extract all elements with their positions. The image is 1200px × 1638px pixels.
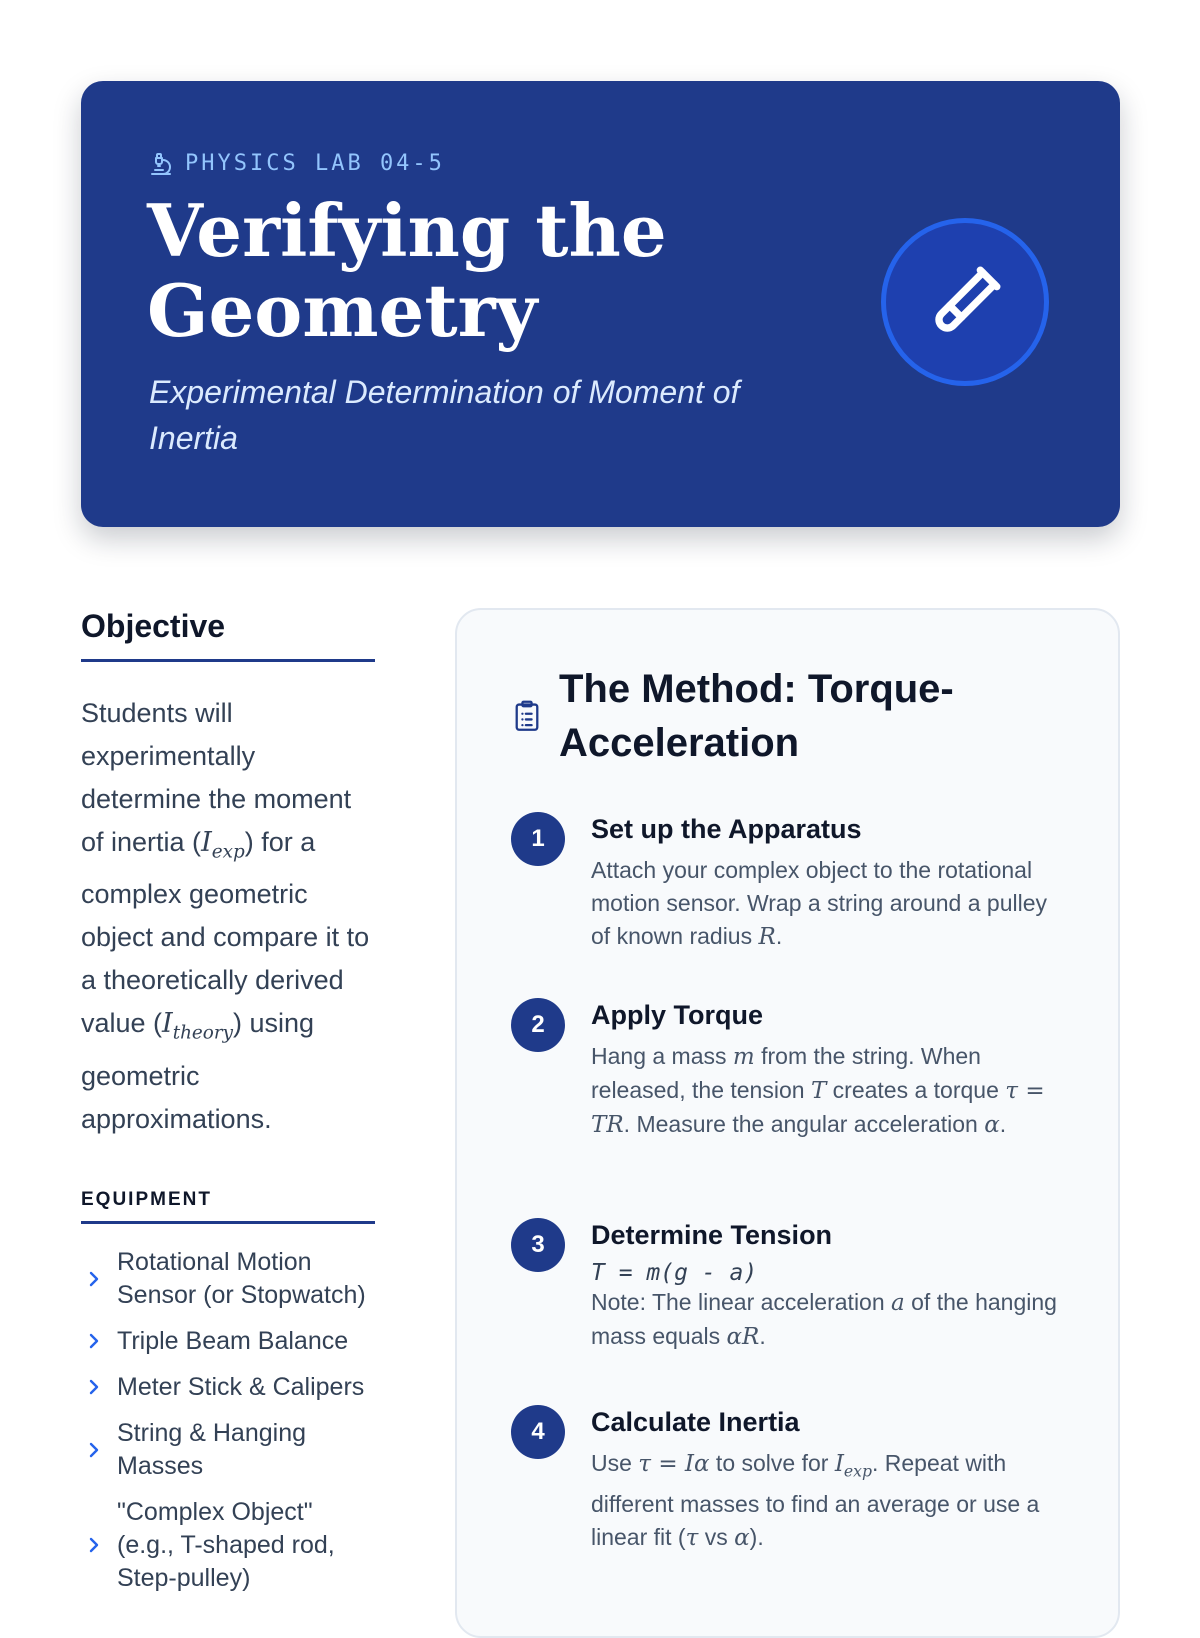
- step-text-part: .: [775, 923, 783, 949]
- step-title: Apply Torque: [591, 1000, 763, 1030]
- step-text: [591, 854, 1071, 954]
- objective-column: [81, 608, 375, 1608]
- page-subtitle: Experimental Determination of Moment of Inertia: [149, 374, 740, 456]
- math-sub-theory: theory: [172, 1022, 233, 1044]
- math-symbol: τ: [685, 1524, 699, 1551]
- hero-badge: [881, 218, 1049, 386]
- step-note: [591, 1286, 1071, 1354]
- step-text-part: Hang a mass: [591, 1043, 733, 1069]
- chevron-right-icon: [81, 1331, 107, 1351]
- step-text-part: to solve for: [709, 1450, 835, 1476]
- method-step-4: [511, 1405, 1071, 1555]
- chevron-right-icon: [81, 1535, 107, 1555]
- equipment-heading: EQUIPMENT: [81, 1189, 375, 1224]
- math-symbol: [201, 827, 245, 863]
- equipment-item-label: Triple Beam Balance: [117, 1326, 349, 1355]
- chevron-right-icon: [81, 1377, 107, 1397]
- math-i: I: [201, 827, 212, 858]
- equipment-list: [81, 1246, 375, 1595]
- step-title: Set up the Apparatus: [591, 814, 862, 844]
- method-step-2: [511, 998, 1071, 1142]
- method-step-3: [511, 1218, 1071, 1354]
- math-symbol: α: [734, 1524, 750, 1551]
- objective-text-part: Students will experimentally determine the moment of inertia (: [81, 698, 352, 857]
- step-text-part: Note: The linear acceleration: [591, 1289, 892, 1315]
- step-text-part: vs: [698, 1523, 735, 1550]
- math-i: I: [162, 1008, 173, 1040]
- step-text-part: creates a torque: [826, 1077, 1006, 1103]
- math-symbol: αR: [726, 1324, 760, 1350]
- math-symbol: a: [891, 1290, 905, 1316]
- equipment-item-label: "Complex Object" (e.g., T-shaped rod, Step-pulley): [117, 1497, 335, 1592]
- method-step-1: [511, 812, 1071, 954]
- step-number: 3: [511, 1218, 565, 1272]
- lab-kicker-text: PHYSICS LAB 04-5: [185, 151, 445, 176]
- objective-text-part: ) for a complex geometric object and compare it to a theoretically derived value (: [81, 827, 370, 1039]
- step-title: Determine Tension: [591, 1220, 833, 1250]
- list-item: [81, 1371, 375, 1404]
- step-text-part: . Measure the angular acceleration: [623, 1111, 985, 1137]
- objective-text: [81, 692, 375, 1141]
- clipboard-list-icon: [513, 700, 541, 732]
- step-text-part: ).: [749, 1523, 764, 1550]
- step-text-part: .: [999, 1111, 1007, 1137]
- test-tube-icon: [925, 262, 1005, 342]
- math-sub-exp: exp: [211, 841, 245, 863]
- tension-formula: T = m(g - a): [591, 1260, 758, 1286]
- math-symbol: R: [758, 924, 776, 950]
- math-i: I: [834, 1451, 844, 1477]
- lab-kicker: [149, 151, 445, 176]
- equipment-item-label: Meter Stick & Calipers: [117, 1372, 365, 1401]
- step-text-part: .: [759, 1323, 766, 1349]
- step-text-part: Use: [591, 1450, 639, 1476]
- step-text: [591, 1447, 1071, 1555]
- method-card: [455, 608, 1120, 1638]
- math-symbol: τ = TR: [591, 1078, 1045, 1138]
- chevron-right-icon: [81, 1440, 107, 1460]
- math-symbol: τ = Iα: [638, 1451, 710, 1477]
- objective-text-part: ) using geometric approximations.: [81, 1008, 315, 1134]
- step-text: [591, 1040, 1071, 1142]
- step-text-part: of the hanging mass equals: [591, 1289, 1057, 1349]
- objective-heading: Objective: [81, 608, 375, 662]
- chevron-right-icon: [81, 1269, 107, 1289]
- hero-banner: [81, 81, 1120, 527]
- step-title: Calculate Inertia: [591, 1407, 800, 1437]
- math-symbol: T: [810, 1078, 827, 1104]
- step-number: 1: [511, 812, 565, 866]
- equipment-item-label: Rotational Motion Sensor (or Stopwatch): [117, 1247, 366, 1309]
- step-text-part: from the string. When released, the tension: [591, 1043, 981, 1103]
- list-item: [81, 1496, 375, 1595]
- step-number: 4: [511, 1405, 565, 1459]
- step-text-part: Attach your complex object to the rotational motion sensor. Wrap a string around a pulley of known radius: [591, 857, 1047, 949]
- math-symbol: α: [984, 1112, 1000, 1138]
- method-header: [513, 662, 1019, 770]
- method-title: The Method: Torque-Acceleration: [559, 667, 954, 765]
- equipment-item-label: String & Hanging Masses: [117, 1418, 307, 1480]
- math-symbol: [834, 1451, 872, 1481]
- list-item: [81, 1246, 375, 1312]
- page-title: Verifying the Geometry: [147, 188, 667, 353]
- list-item: [81, 1325, 375, 1358]
- math-symbol: [162, 1008, 233, 1044]
- step-text-part: . Repeat with different masses to find an average or use a linear fit (: [591, 1450, 1040, 1550]
- list-item: [81, 1417, 375, 1483]
- math-symbol: m: [732, 1044, 755, 1070]
- step-number: 2: [511, 998, 565, 1052]
- math-sub-exp: exp: [843, 1461, 872, 1481]
- microscope-icon: [149, 152, 173, 176]
